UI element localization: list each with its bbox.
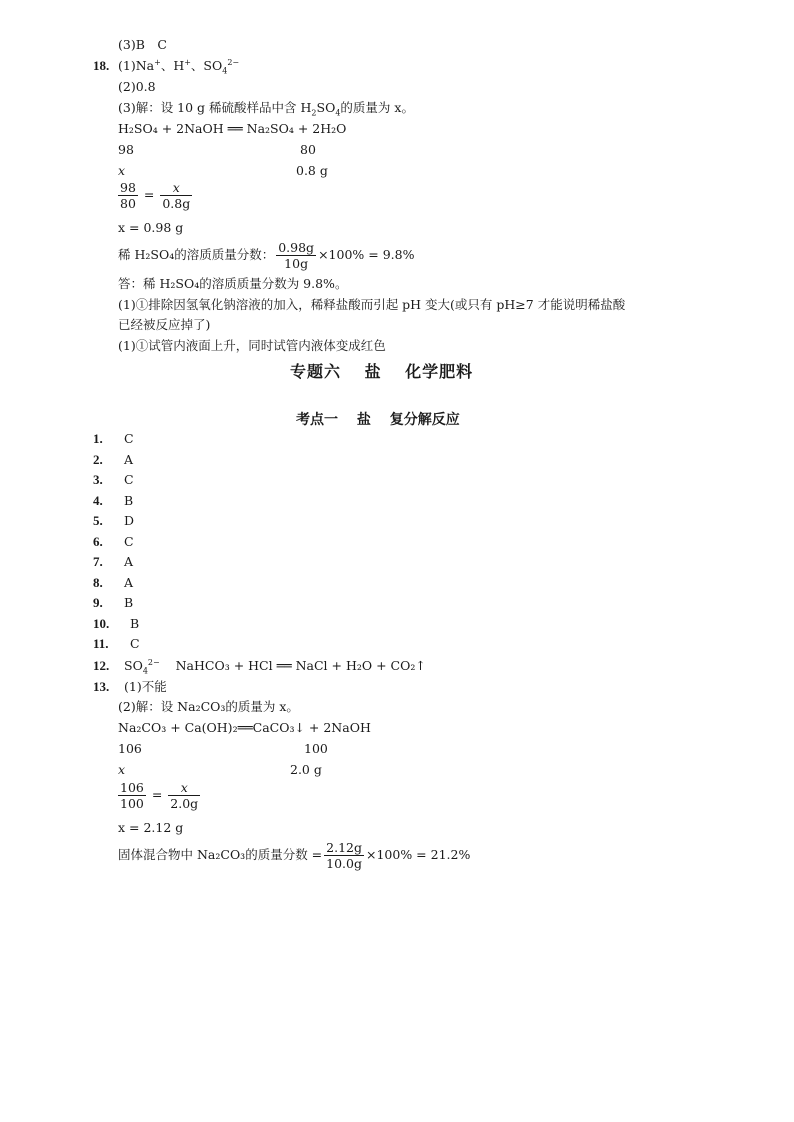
q18-mass-fraction	[118, 240, 414, 271]
mc-answer: C	[130, 636, 140, 651]
q18-equation: H₂SO₄ + 2NaOH ══ Na₂SO₄ + 2H₂O	[118, 121, 347, 136]
q13-result: x = 2.12 g	[118, 820, 184, 835]
q18-intro-b: SO	[316, 100, 336, 115]
q18-part1: (1)Na+、H+、$SO_4^{2-}$	[118, 57, 240, 76]
mc-answer: A	[124, 575, 134, 590]
q18-molar-right: 80	[300, 142, 316, 157]
q13-ratio-a: $\frac{106}{100}$	[120, 780, 144, 811]
mc-answer: B	[124, 493, 134, 508]
q18-intro-c: 的质量为 x。	[340, 100, 414, 115]
mc-number: 9.	[93, 595, 103, 610]
q18-intro-a: (3)解：设 10 g 稀硫酸样品中含 H	[118, 100, 312, 115]
subsection-title: 考点一 盐 复分解反应	[296, 412, 460, 428]
mc-number: 8.	[93, 575, 103, 590]
q18-mass-right: 0.8 g	[296, 163, 328, 178]
mc-number: 4.	[93, 493, 103, 508]
q18-mf-suffix: ×100% = 9.8%	[318, 247, 415, 262]
q13-mf-suffix: ×100% = 21.2%	[366, 847, 471, 862]
q18-note2: (1)①试管内液面上升，同时试管内液体变成红色	[118, 338, 386, 353]
q18-part1-mid1: 、H	[160, 58, 185, 73]
q18-part1-prefix: (1)Na	[118, 58, 155, 73]
q18-part2: (2)0.8	[118, 79, 156, 94]
q12-content: $SO_4^{2-}$ NaHCO₃ + HCl ══ NaCl + H₂O + CO₂↑	[124, 657, 426, 676]
mc-answer: C	[124, 534, 134, 549]
q13-equation: Na₂CO₃ + Ca(OH)₂══CaCO₃↓ + 2NaOH	[118, 720, 371, 735]
q13-part1: (1)不能	[124, 679, 167, 694]
q18-mass-left: x	[118, 163, 126, 178]
q13-molar-right: 100	[304, 741, 328, 756]
q12-ion: SO	[124, 658, 143, 673]
q13-part2-intro: (2)解：设 Na₂CO₃的质量为 x。	[118, 699, 299, 714]
q13-mass-left: x	[118, 762, 126, 777]
mc-number: 11.	[93, 636, 109, 651]
q18-ratio-b: $\frac{x}{0.8g}$	[162, 180, 191, 211]
mc-number: 1.	[93, 431, 103, 446]
q18-number: 18.	[93, 58, 110, 73]
mc-number: 5.	[93, 513, 103, 528]
mc-number: 7.	[93, 554, 103, 569]
q18-part3-intro: (3)解：设 10 g 稀硫酸样品中含 $H_2SO_4$的质量为 x。	[118, 100, 414, 118]
mc-answer: C	[124, 472, 134, 487]
q18-note1b: 已经被反应掉了)	[118, 317, 211, 332]
mc-number: 6.	[93, 534, 103, 549]
mc-answer: B	[124, 595, 134, 610]
mc-answer: A	[124, 554, 134, 569]
q13-ratio-b: $\frac{x}{2.0g}$	[170, 780, 199, 811]
q13-mass-right: 2.0 g	[290, 762, 322, 777]
mc-answer: D	[124, 513, 135, 528]
q13-mf-frac: $\frac{2.12g}{10.0g}$	[326, 840, 362, 871]
q18-ratio: $\frac{98}{80}$ = $\frac{x}{0.8g}$	[120, 180, 191, 211]
q13-number: 13.	[93, 679, 110, 694]
q13-molar-left: 106	[118, 741, 142, 756]
mc-number: 3.	[93, 472, 103, 487]
q13-ratio: $\frac{106}{100}$ = $\frac{x}{2.0g}$	[120, 780, 199, 811]
mc-answer: A	[124, 452, 134, 467]
q18-mf-frac: $\frac{0.98g}{10g}$	[278, 240, 315, 271]
q18-mf-prefix: 稀 H₂SO₄的溶质质量分数：	[118, 247, 275, 262]
q18-note1a: (1)①排除因氢氧化钠溶液的加入，稀释盐酸而引起 pH 变大(或只有 pH≥7 才能说明稀盐酸	[118, 297, 626, 312]
q12-number: 12.	[93, 658, 110, 673]
q18-part1-mid2: 、SO	[190, 58, 223, 73]
q13-mass-fraction	[118, 840, 470, 871]
q18-result: x = 0.98 g	[118, 220, 184, 235]
q18-ratio-a: $\frac{98}{80}$	[120, 180, 136, 211]
mc-answer: C	[124, 431, 134, 446]
section-title: 专题六 盐 化学肥料	[290, 362, 474, 381]
q17-part3: (3)B C	[118, 37, 167, 52]
mc-number: 2.	[93, 452, 103, 467]
mc-answer: B	[130, 616, 140, 631]
q18-answer: 答：稀 H₂SO₄的溶质质量分数为 9.8%。	[118, 276, 348, 291]
q13-mf-prefix: 固体混合物中 Na₂CO₃的质量分数 =	[118, 847, 323, 862]
q18-molar-left: 98	[118, 142, 134, 157]
q12-equation: NaHCO₃ + HCl ══ NaCl + H₂O + CO₂↑	[175, 658, 426, 673]
mc-number: 10.	[93, 616, 110, 631]
